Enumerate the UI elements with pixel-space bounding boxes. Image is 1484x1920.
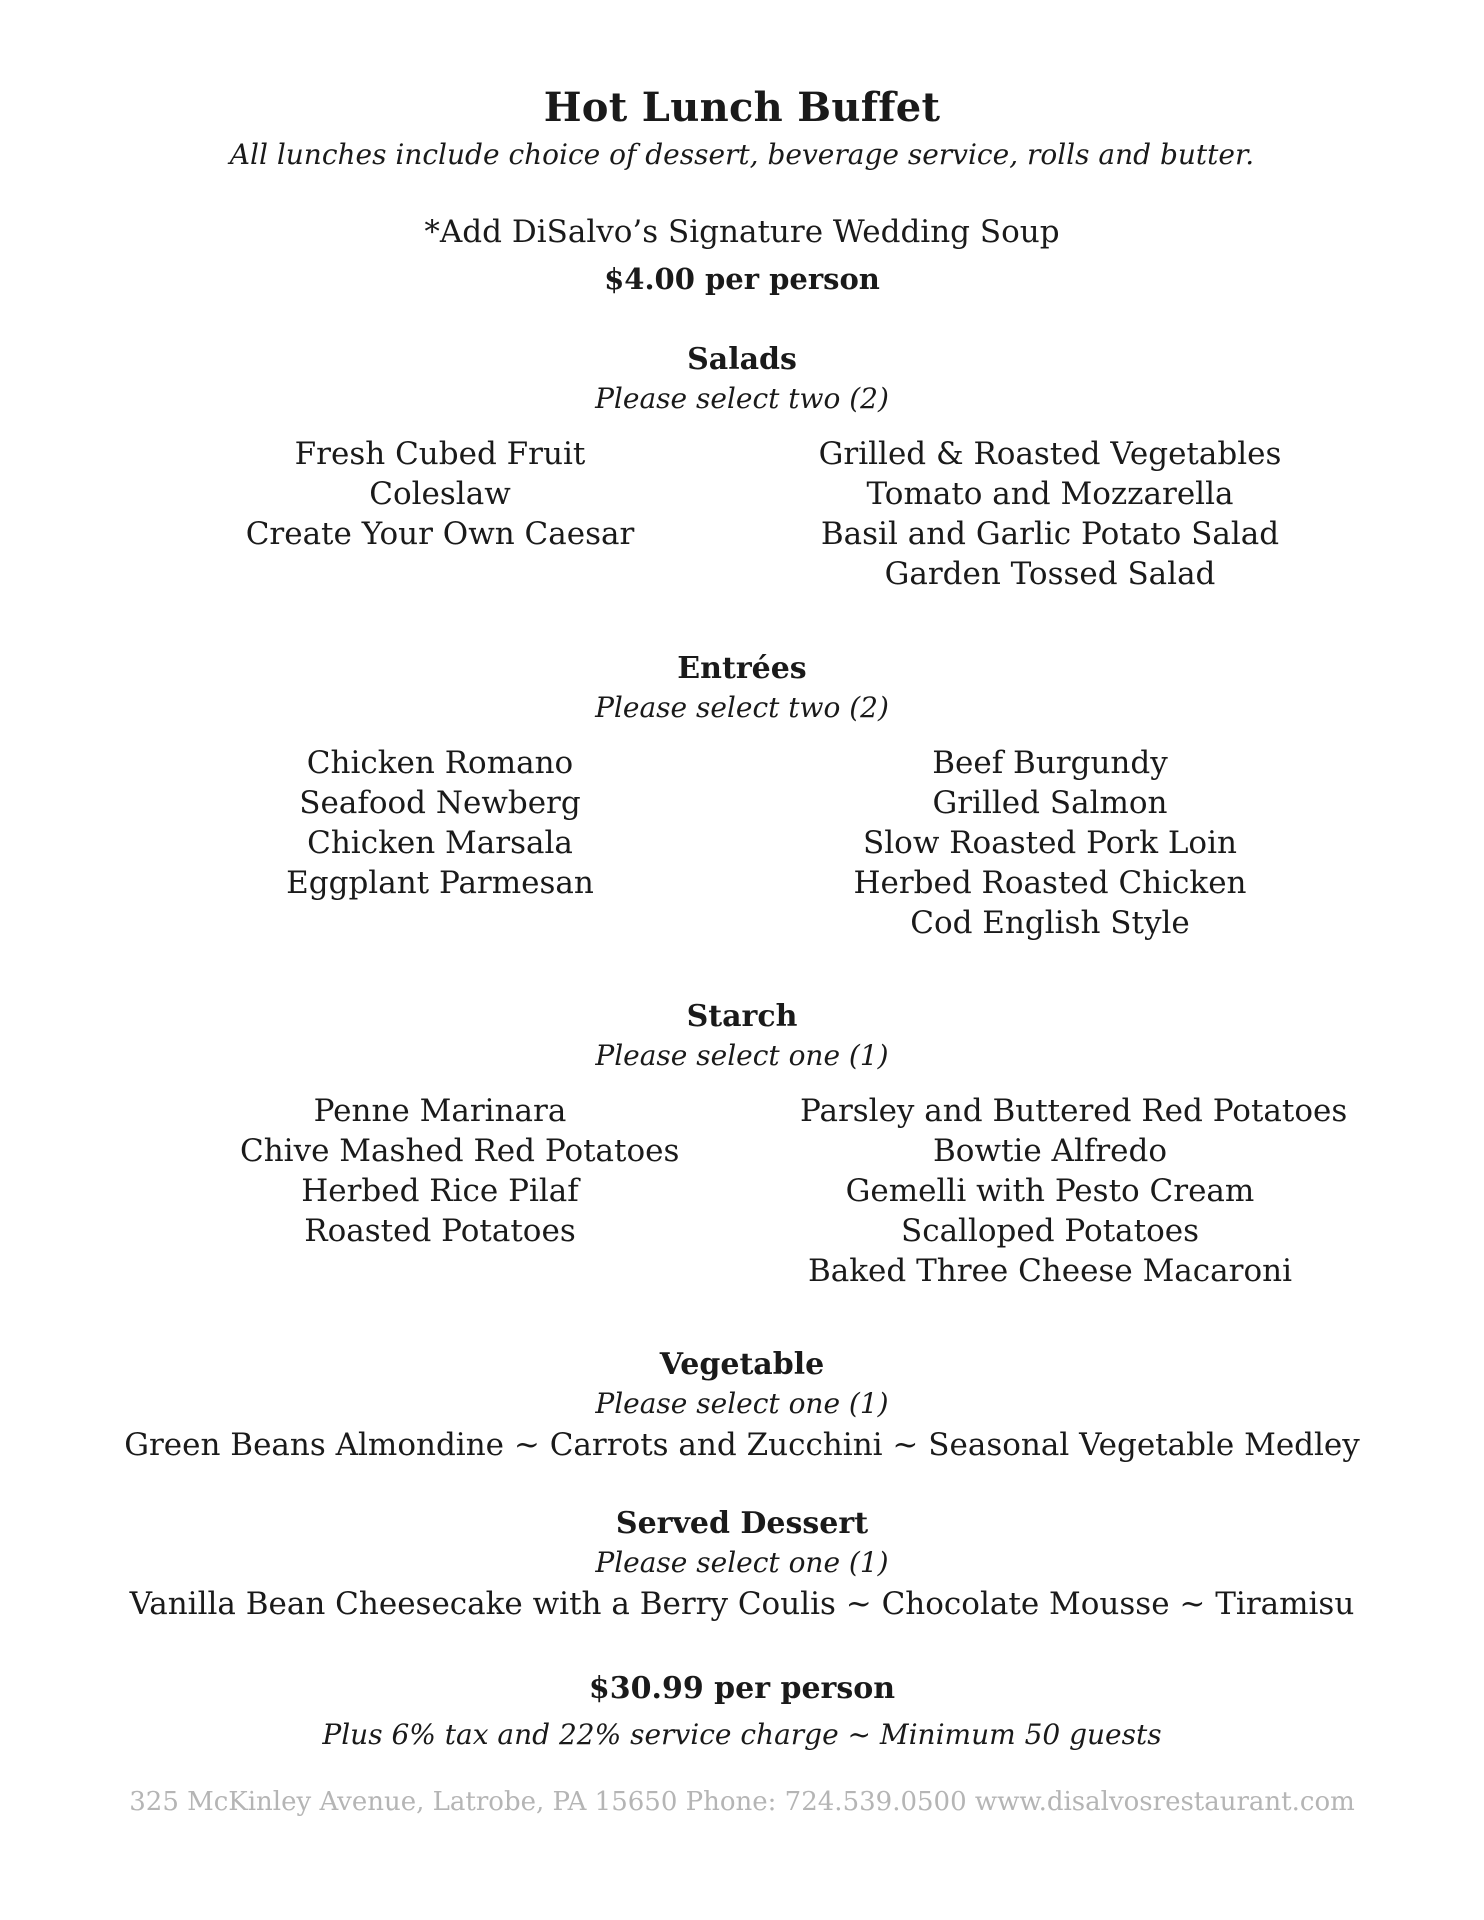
entrees-left-list	[240, 743, 640, 903]
list-item: Beef Burgundy	[932, 745, 1168, 781]
list-item: Fresh Cubed Fruit	[294, 436, 586, 472]
entrees-note: Please select two (2)	[595, 691, 889, 724]
buffet-price-note: Plus 6% tax and 22% service charge ~ Minimum 50 guests	[322, 1718, 1162, 1751]
list-item: Parsley and Buttered Red Potatoes	[800, 1093, 1348, 1129]
salads-left-list	[240, 434, 640, 554]
list-item: Grilled & Roasted Vegetables	[818, 436, 1282, 472]
list-item: Create Your Own Caesar	[245, 516, 635, 552]
starch-right-list	[800, 1091, 1348, 1291]
entrees-right-list	[800, 743, 1300, 943]
list-item: Cod English Style	[910, 905, 1190, 941]
list-item: Garden Tossed Salad	[884, 556, 1216, 592]
salads-heading: Salads	[687, 342, 797, 377]
list-item: Tomato and Mozzarella	[866, 476, 1234, 512]
list-item: Seafood Newberg	[299, 785, 581, 821]
list-item: Roasted Potatoes	[304, 1213, 576, 1249]
starch-heading: Starch	[686, 999, 798, 1034]
vegetable-heading: Vegetable	[659, 1347, 825, 1382]
list-item: Grilled Salmon	[932, 785, 1168, 821]
list-item: Gemelli with Pesto Cream	[845, 1173, 1255, 1209]
list-item: Coleslaw	[369, 476, 511, 512]
list-item: Chicken Marsala	[307, 825, 573, 861]
dessert-options: Vanilla Bean Cheesecake with a Berry Coulis ~ Chocolate Mousse ~ Tiramisu	[129, 1586, 1355, 1622]
list-item: Penne Marinara	[313, 1093, 567, 1129]
page-subtitle: All lunches include choice of dessert, beverage service, rolls and butter.	[229, 138, 1255, 171]
starch-left-list	[240, 1091, 680, 1251]
list-item: Chive Mashed Red Potatoes	[240, 1133, 680, 1169]
list-item: Slow Roasted Pork Loin	[863, 825, 1237, 861]
buffet-price: $30.99 per person	[588, 1671, 896, 1706]
list-item: Baked Three Cheese Macaroni	[807, 1253, 1292, 1289]
dessert-note: Please select one (1)	[595, 1546, 889, 1579]
soup-addon-price: $4.00 per person	[604, 262, 880, 296]
salads-note: Please select two (2)	[595, 382, 889, 415]
footer-contact: 325 McKinley Avenue, Latrobe, PA 15650 Phone: 724.539.0500 www.disalvosrestaurant.com	[129, 1787, 1355, 1817]
list-item: Herbed Roasted Chicken	[853, 865, 1247, 901]
list-item: Herbed Rice Pilaf	[301, 1173, 579, 1209]
vegetable-options: Green Beans Almondine ~ Carrots and Zucchini ~ Seasonal Vegetable Medley	[124, 1427, 1360, 1463]
starch-note: Please select one (1)	[595, 1039, 889, 1072]
entrees-heading: Entrées	[677, 651, 807, 686]
vegetable-note: Please select one (1)	[595, 1387, 889, 1420]
soup-addon: *Add DiSalvo’s Signature Wedding Soup	[424, 214, 1060, 250]
dessert-heading: Served Dessert	[615, 1506, 869, 1541]
list-item: Basil and Garlic Potato Salad	[820, 516, 1280, 552]
list-item: Scalloped Potatoes	[900, 1213, 1200, 1249]
salads-right-list	[800, 434, 1300, 594]
page-title: Hot Lunch Buffet	[543, 84, 941, 131]
list-item: Chicken Romano	[306, 745, 574, 781]
list-item: Eggplant Parmesan	[286, 865, 594, 901]
list-item: Bowtie Alfredo	[933, 1133, 1167, 1169]
